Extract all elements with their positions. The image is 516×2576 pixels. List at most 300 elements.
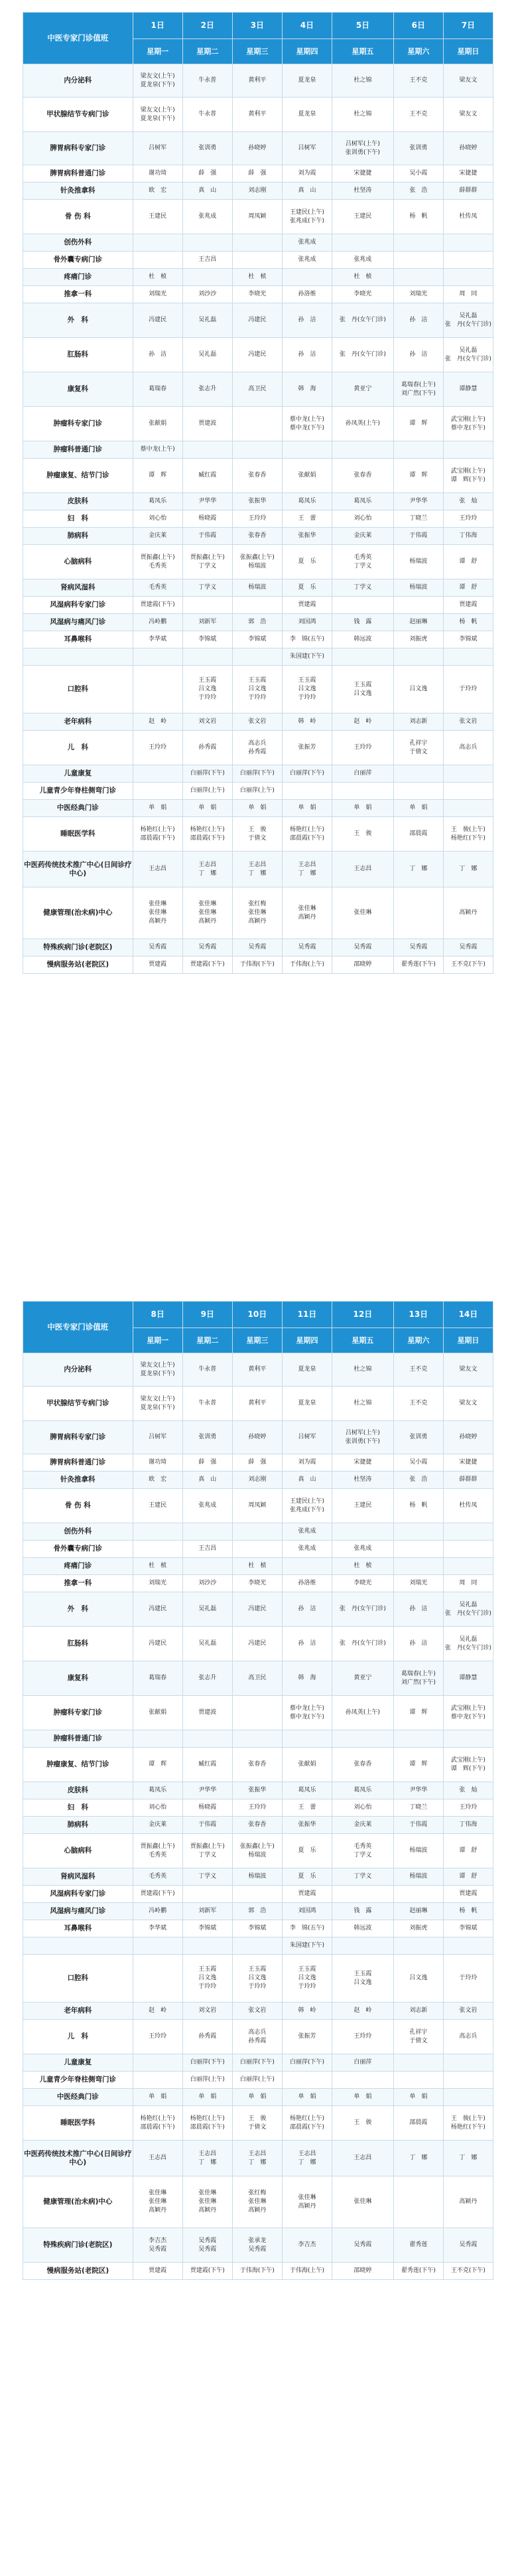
doctor-name: 张红梅 [248,2190,267,2196]
doctor-cell [332,1730,394,1748]
doctor-name: 张佳琳 [354,2198,372,2205]
doctor-name: 丁 娜 [459,866,478,872]
doctor-name: 李 锦(五午) [289,1925,324,1932]
doctor-cell [133,597,182,614]
doctor-cell [443,1489,493,1523]
doctor-cell [232,1696,282,1730]
doctor-cell [332,132,394,165]
doctor-cell [182,1421,232,1454]
department-name: 耳鼻喉科 [23,1920,133,1937]
doctor-cell [282,817,332,852]
doctor-name: 王 蕾 [298,515,316,522]
doctor-cell [232,1575,282,1592]
department-name: 脾胃病科专家门诊 [23,1421,133,1454]
doctor-cell [332,2054,394,2072]
table-row [23,648,493,666]
table-row [23,372,493,407]
doctor-cell [332,1799,394,1817]
department-name: 肿瘤康复、结节门诊 [23,1748,133,1782]
department-name: 内分泌科 [23,64,133,98]
doctor-cell [393,2003,443,2020]
doctor-name: 王建民 [149,1502,167,1509]
doctor-cell [393,64,443,98]
doctor-cell [282,714,332,731]
doctor-name: 王志昌 [354,866,372,872]
doctor-name: 高志兵 [459,2033,478,2040]
doctor-cell [282,165,332,183]
doctor-name: 于伟霞 [198,532,217,539]
doctor-name: 张训勇 [198,145,217,151]
doctor-cell [443,1421,493,1454]
doctor-cell [182,165,232,183]
doctor-name: 杨艳红(上午) [289,2115,324,2122]
doctor-name: 梁友文 [459,1400,478,1406]
doctor-cell [443,1523,493,1541]
doctor-name: 吴秀霞 [248,2245,267,2253]
doctor-cell [332,286,394,303]
doctor-cell [332,2106,394,2141]
doctor-cell [332,2263,394,2280]
doctor-name: 杨艳红(下午) [450,2123,485,2131]
doctor-cell [182,817,232,852]
doctor-name: 孙 洁 [409,1640,428,1647]
doctor-name: 王建民 [354,1502,372,1509]
doctor-cell [393,731,443,765]
doctor-cell [232,2003,282,2020]
doctor-name: 于玲玲 [198,1983,217,1990]
doctor-name: 贾建霞(下午) [140,1890,175,1897]
doctor-name: 邵晓婷 [354,2267,372,2274]
date-cell: 3日 [232,13,282,39]
doctor-name: 吴礼磊 [198,317,217,323]
doctor-name: 杨瑞波 [409,584,428,591]
doctor-cell [232,1661,282,1696]
weekday-cell: 星期二 [182,1328,232,1353]
doctor-cell [133,2176,182,2228]
doctor-cell [332,817,394,852]
doctor-cell [133,1834,182,1868]
doctor-cell [133,165,182,183]
doctor-cell [393,1748,443,1782]
doctor-cell [443,64,493,98]
doctor-name: 高颖丹 [198,2207,217,2214]
doctor-cell [443,1730,493,1748]
doctor-name: 王 骏 [354,2119,372,2126]
doctor-cell [232,614,282,631]
doctor-name: 丁学义 [198,1851,217,1858]
doctor-name: 高志兵 [248,739,267,747]
doctor-cell [133,252,182,269]
doctor-cell [182,2106,232,2141]
doctor-name: 孙 洁 [298,1640,316,1647]
doctor-cell [133,2141,182,2176]
doctor-name: 李锦斌 [459,1925,478,1932]
doctor-name: 孙 洁 [149,351,167,358]
doctor-cell [393,1817,443,1834]
table-row [23,852,493,887]
doctor-cell [282,783,332,800]
table-row [23,817,493,852]
doctor-cell [393,286,443,303]
doctor-name: 刘瑞光 [149,291,167,297]
doctor-cell [443,1903,493,1920]
doctor-name: 谭 辉 [149,472,167,479]
doctor-name: 朱国建(下午) [289,1942,324,1949]
department-name [23,1937,133,1955]
doctor-name: 孙 洁 [409,317,428,323]
doctor-cell [232,852,282,887]
doctor-cell [443,631,493,648]
doctor-cell [332,2228,394,2263]
doctor-name: 丁伟海 [459,1821,478,1828]
doctor-cell [232,510,282,528]
doctor-cell [182,338,232,372]
doctor-cell [282,200,332,234]
table-row [23,98,493,132]
doctor-name: 真 山 [298,1476,316,1483]
doctor-name: 杨 帆 [459,619,478,625]
doctor-cell [393,2072,443,2089]
doctor-name: 贾建霞 [459,601,478,608]
doctor-cell [443,2263,493,2280]
doctor-name: 邵晨霞(下午) [289,834,324,842]
doctor-name: 张承龙 [248,2237,267,2244]
doctor-cell [443,1541,493,1558]
table-row [23,407,493,441]
doctor-cell [232,2089,282,2106]
doctor-name: 冯岭鹏 [149,619,167,625]
doctor-cell [443,666,493,714]
doctor-name: 夏龙泉 [298,111,316,117]
table-row [23,714,493,731]
doctor-cell [182,528,232,545]
doctor-name: 吴秀霞 [298,944,316,950]
table-row [23,493,493,510]
doctor-cell [232,1748,282,1782]
doctor-name: 贾建波 [198,1709,217,1716]
doctor-name: 刘沙沙 [198,1580,217,1586]
doctor-name: 吕文逸 [354,1979,372,1986]
doctor-name: 张兆成(下午) [289,1506,324,1513]
doctor-name: 黄利平 [248,1366,267,1373]
doctor-cell [182,666,232,714]
doctor-name: 李晓光 [248,1580,267,1586]
doctor-cell [232,1454,282,1472]
doctor-name: 李晓光 [354,291,372,297]
doctor-cell [393,956,443,974]
doctor-cell [393,132,443,165]
doctor-cell [443,1387,493,1421]
doctor-name: 高颖丹 [459,2198,478,2205]
doctor-name: 蔡中龙(上午) [140,446,175,453]
doctor-cell [443,1817,493,1834]
department-name: 推拿一科 [23,1575,133,1592]
doctor-cell [133,441,182,459]
doctor-name: 高卫民 [248,1675,267,1681]
doctor-cell [393,2089,443,2106]
doctor-cell [443,493,493,510]
doctor-name: 杨瑞波 [409,1847,428,1854]
doctor-name: 王 骏 [248,826,267,833]
doctor-cell [232,252,282,269]
department-name: 创伤外科 [23,1523,133,1541]
doctor-name: 王志昌 [298,2150,316,2157]
department-name: 脾胃病科普通门诊 [23,1454,133,1472]
department-name: 风湿病科专家门诊 [23,1886,133,1903]
department-name: 睡眠医学科 [23,817,133,852]
doctor-cell [282,459,332,493]
department-name: 肺病科 [23,528,133,545]
doctor-name: 冯建民 [248,1640,267,1647]
doctor-name: 孙晓婷 [459,1434,478,1440]
table-row [23,64,493,98]
doctor-cell [282,286,332,303]
doctor-cell [282,269,332,286]
doctor-cell [232,1489,282,1523]
table-row [23,1472,493,1489]
doctor-cell [332,800,394,817]
doctor-cell [443,303,493,338]
doctor-cell [232,1886,282,1903]
doctor-name: 牛永普 [198,1400,217,1406]
doctor-cell [282,1696,332,1730]
department-name: 外 科 [23,1592,133,1627]
table-row [23,528,493,545]
doctor-cell [282,2020,332,2054]
department-name: 针灸推拿科 [23,183,133,200]
doctor-cell [232,887,282,939]
department-name: 健康管理(治未病)中心 [23,887,133,939]
table-row [23,183,493,200]
doctor-name: 贾振鑫(上午) [140,1843,175,1850]
doctor-name: 吴礼磊 [459,1635,478,1643]
doctor-cell [332,1489,394,1523]
doctor-name: 张振鑫(上午) [239,1843,275,1850]
doctor-cell [443,939,493,956]
table-row [23,956,493,974]
department-name [23,648,133,666]
doctor-name: 毛秀英 [149,584,167,591]
doctor-cell [282,545,332,579]
doctor-cell [282,1489,332,1523]
doctor-cell [232,1523,282,1541]
doctor-name: 于倩文 [409,748,428,755]
doctor-cell [232,1627,282,1661]
doctor-name: 王玲玲 [149,2033,167,2040]
doctor-name: 孙凤英(上午) [345,420,380,427]
doctor-name: 王志昌 [354,2155,372,2161]
doctor-name: 孙秀霞 [248,2037,267,2044]
doctor-cell [393,1955,443,2003]
doctor-name: 吕树军(上午) [345,140,380,147]
doctor-cell [332,493,394,510]
table-row [23,165,493,183]
doctor-name: 武宝刚(上午) [450,416,485,423]
doctor-name: 张 丹(女午门诊) [339,351,386,358]
doctor-cell [393,183,443,200]
weekday-cell: 星期五 [332,39,394,64]
doctor-name: 贾建霞(下午) [140,601,175,608]
doctor-name: 丁 娜 [459,2155,478,2161]
table-row [23,1730,493,1748]
doctor-cell [332,1868,394,1886]
doctor-cell [332,2072,394,2089]
date-cell: 6日 [393,13,443,39]
date-cell: 5日 [332,13,394,39]
weekday-cell: 星期四 [282,39,332,64]
doctor-cell [232,1920,282,1937]
doctor-name: 张志升 [198,386,217,392]
department-name: 肾病风湿科 [23,1868,133,1886]
doctor-name: 王吉昌 [198,1545,217,1552]
doctor-name: 张 灿 [459,498,478,504]
doctor-cell [182,714,232,731]
doctor-cell [332,2176,394,2228]
doctor-name: 王吉昌 [198,256,217,263]
doctor-cell [133,1353,182,1387]
department-name: 康复科 [23,1661,133,1696]
table-row [23,1523,493,1541]
doctor-name: 丁学义 [354,562,372,569]
doctor-name: 邵晨霞(下午) [190,834,225,842]
doctor-name: 白丽萍 [354,770,372,777]
doctor-cell [393,441,443,459]
doctor-name: 张红梅 [248,901,267,907]
department-name: 甲状腺结节专病门诊 [23,1387,133,1421]
doctor-name: 丁学义 [198,584,217,591]
doctor-cell [332,1592,394,1627]
doctor-name: 韩 岭 [298,718,316,725]
doctor-name: 杨瑞波 [248,562,267,569]
doctor-cell [282,1353,332,1387]
date-header-row [23,1302,493,1328]
doctor-name: 刘振虎 [409,636,428,643]
doctor-cell [282,1799,332,1817]
doctor-name: 张振芳 [298,2033,316,2040]
doctor-name: 单 娟 [354,804,372,811]
doctor-cell [443,234,493,252]
doctor-name: 吴秀霞 [354,2241,372,2248]
doctor-name: 张训勇(下午) [345,1438,380,1445]
doctor-cell [332,939,394,956]
doctor-name: 毛秀英 [149,1873,167,1880]
doctor-name: 王建民 [149,213,167,220]
doctor-cell [282,303,332,338]
doctor-name: 丁 娜 [409,866,428,872]
doctor-cell [332,2020,394,2054]
doctor-name: 吕文逸 [298,686,316,692]
doctor-name: 赵 岭 [149,718,167,725]
weekday-cell: 星期日 [443,39,493,64]
doctor-name: 欧 宏 [149,1476,167,1483]
doctor-cell [182,2003,232,2020]
department-name: 儿童康复 [23,765,133,783]
doctor-name: 单 娟 [354,2093,372,2100]
doctor-name: 孙 洁 [409,351,428,358]
doctor-cell [282,597,332,614]
doctor-cell [133,132,182,165]
doctor-name: 孙 洁 [298,317,316,323]
doctor-name: 杨 帆 [409,213,428,220]
doctor-cell [443,1592,493,1627]
doctor-cell [133,2072,182,2089]
doctor-name: 赵 岭 [354,2007,372,2014]
doctor-name: 薛群群 [459,1476,478,1483]
doctor-cell [443,98,493,132]
doctor-cell [133,631,182,648]
doctor-cell [182,1955,232,2003]
doctor-cell [282,407,332,441]
doctor-name: 杜 桢 [248,273,267,280]
doctor-cell [232,1472,282,1489]
doctor-cell [332,545,394,579]
doctor-name: 张训勇 [409,1434,428,1440]
doctor-cell [443,1661,493,1696]
doctor-cell [182,614,232,631]
doctor-name: 张 丹(女午门诊) [339,1606,386,1612]
doctor-name: 王建民(上午) [289,208,324,216]
doctor-cell [332,2003,394,2020]
doctor-cell [443,1575,493,1592]
doctor-cell [443,765,493,783]
doctor-name: 刘瑞光 [409,1580,428,1586]
department-name: 肿瘤科普通门诊 [23,441,133,459]
doctor-name: 邵晨霞(下午) [140,2123,175,2131]
department-name: 儿 科 [23,2020,133,2054]
doctor-cell [332,765,394,783]
doctor-cell [182,1748,232,1782]
doctor-cell [182,1387,232,1421]
doctor-cell [232,1387,282,1421]
doctor-name: 吴秀霞 [354,944,372,950]
doctor-name: 王建民(上午) [289,1497,324,1505]
doctor-cell [393,1868,443,1886]
doctor-name: 赵 岭 [149,2007,167,2014]
doctor-name: 翟秀莲(下午) [401,2267,436,2274]
doctor-name: 黄亚宁 [354,1675,372,1681]
doctor-cell [232,597,282,614]
doctor-name: 杜传凤 [459,213,478,220]
doctor-name: 丁 娜 [409,2155,428,2161]
doctor-cell [182,1523,232,1541]
doctor-cell [182,545,232,579]
doctor-name: 梁友文 [459,77,478,84]
doctor-name: 李锦斌 [248,1925,267,1932]
doctor-cell [443,252,493,269]
doctor-cell [133,783,182,800]
doctor-cell [393,545,443,579]
doctor-cell [443,338,493,372]
doctor-cell [232,286,282,303]
date-cell: 12日 [332,1302,394,1328]
doctor-name: 贾建霞(下午) [190,2267,225,2274]
doctor-cell [133,1868,182,1886]
doctor-cell [393,1489,443,1523]
table-row [23,1541,493,1558]
doctor-name: 杜坚涛 [354,187,372,194]
doctor-name: 王志昌 [198,2150,217,2157]
doctor-name: 刘志新 [409,2007,428,2014]
doctor-name: 赵丽琳 [409,1908,428,1914]
doctor-name: 黄利平 [248,1400,267,1406]
department-name: 慢病服务站(老院区) [23,956,133,974]
doctor-name: 刘志刚 [248,187,267,194]
doctor-cell [443,2141,493,2176]
doctor-name: 吴秀霞 [198,944,217,950]
doctor-cell [133,200,182,234]
doctor-cell [393,783,443,800]
doctor-cell [133,98,182,132]
